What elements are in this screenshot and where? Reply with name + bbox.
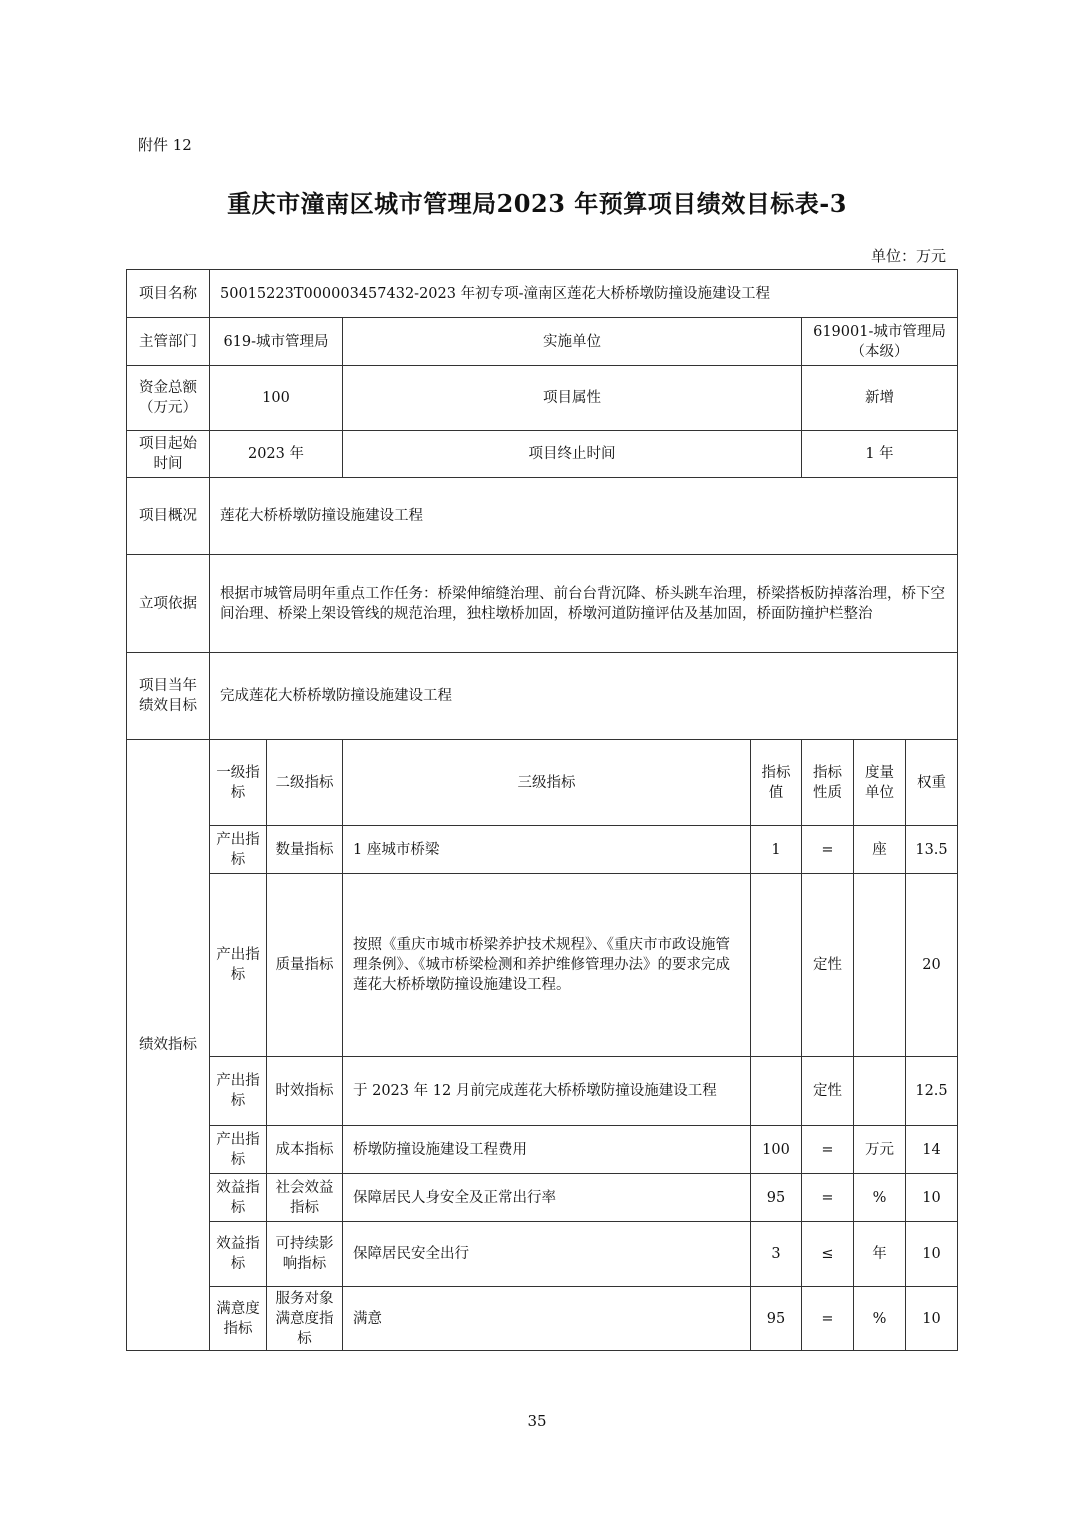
row-value [751,1057,802,1126]
fund-value: 100 [210,366,343,431]
unit-label: 单位：万元 [870,247,946,265]
header-level1: 一级指标 [210,740,267,826]
row-value: 95 [751,1174,802,1222]
row-nature: = [802,1287,854,1351]
table-row [127,1287,958,1351]
header-level3: 三级指标 [343,740,751,826]
row-weight: 13.5 [906,826,958,874]
row-level1: 产出指标 [210,826,267,874]
row-level1: 效益指标 [210,1174,267,1222]
row-level1: 满意度指标 [210,1287,267,1351]
row-weight: 14 [906,1126,958,1174]
row-value: 1 [751,826,802,874]
attachment-label: 附件 12 [138,136,192,154]
header-unit: 度量单位 [854,740,906,826]
page-title: 重庆市潼南区城市管理局2023 年预算项目绩效目标表-3 [227,189,847,218]
row-value: 95 [751,1287,802,1351]
row-weight: 10 [906,1287,958,1351]
basis-value: 根据市城管局明年重点工作任务：桥梁伸缩缝治理、前台台背沉降、桥头跳车治理，桥梁搭板防掉落治理，桥下空间治理、桥梁上架设管线的规范治理，独柱墩桥加固，桥墩河道防撞评估及基加固，桥面防撞护栏整治 [210,555,958,653]
row-weight: 12.5 [906,1057,958,1126]
row-level1: 产出指标 [210,1057,267,1126]
dept-value: 619-城市管理局 [210,318,343,366]
dept-label: 主管部门 [127,318,210,366]
row-level1: 产出指标 [210,874,267,1057]
row-nature: = [802,1126,854,1174]
row-value: 100 [751,1126,802,1174]
row-level3: 于 2023 年 12 月前完成莲花大桥桥墩防撞设施建设工程 [343,1057,751,1126]
header-value: 指标值 [751,740,802,826]
row-nature: 定性 [802,874,854,1057]
performance-table [126,269,958,1351]
performance-section-label: 绩效指标 [127,740,210,1351]
fund-label: 资金总额（万元） [127,366,210,431]
row-value: 3 [751,1222,802,1287]
header-level2: 二级指标 [267,740,343,826]
row-level2: 服务对象满意度指标 [267,1287,343,1351]
row-unit [854,874,906,1057]
impl-value: 619001-城市管理局（本级） [802,318,958,366]
table-row [127,874,958,1057]
row-level2: 社会效益指标 [267,1174,343,1222]
row-level2: 时效指标 [267,1057,343,1126]
table-row [127,1126,958,1174]
start-value: 2023 年 [210,431,343,478]
overview-label: 项目概况 [127,478,210,555]
row-unit: 座 [854,826,906,874]
table-row [127,826,958,874]
row-value [751,874,802,1057]
row-nature: = [802,826,854,874]
overview-value: 莲花大桥桥墩防撞设施建设工程 [210,478,958,555]
table-row [127,1174,958,1222]
project-name-value: 50015223T000003457432-2023 年初专项-潼南区莲花大桥桥墩防撞设施建设工程 [210,270,958,318]
table-row [127,1057,958,1126]
row-level2: 质量指标 [267,874,343,1057]
row-level3: 满意 [343,1287,751,1351]
row-unit: 年 [854,1222,906,1287]
row-level3: 按照《重庆市城市桥梁养护技术规程》、《重庆市市政设施管理条例》、《城市桥梁检测和养护维修管理办法》的要求完成莲花大桥桥墩防撞设施建设工程。 [343,874,751,1057]
row-level2: 成本指标 [267,1126,343,1174]
row-weight: 20 [906,874,958,1057]
row-unit: % [854,1287,906,1351]
row-weight: 10 [906,1222,958,1287]
attr-value: 新增 [802,366,958,431]
page-number: 35 [527,1412,547,1430]
goal-label: 项目当年绩效目标 [127,653,210,740]
row-level2: 数量指标 [267,826,343,874]
start-label: 项目起始时间 [127,431,210,478]
row-unit: % [854,1174,906,1222]
goal-value: 完成莲花大桥桥墩防撞设施建设工程 [210,653,958,740]
row-nature: = [802,1174,854,1222]
project-name-label: 项目名称 [127,270,210,318]
row-weight: 10 [906,1174,958,1222]
row-unit [854,1057,906,1126]
row-level2: 可持续影响指标 [267,1222,343,1287]
row-unit: 万元 [854,1126,906,1174]
row-level3: 1 座城市桥梁 [343,826,751,874]
row-nature: ≤ [802,1222,854,1287]
row-level3: 保障居民人身安全及正常出行率 [343,1174,751,1222]
basis-label: 立项依据 [127,555,210,653]
end-label: 项目终止时间 [343,431,802,478]
table-row [127,1222,958,1287]
header-weight: 权重 [906,740,958,826]
row-level3: 桥墩防撞设施建设工程费用 [343,1126,751,1174]
attr-label: 项目属性 [343,366,802,431]
end-value: 1 年 [802,431,958,478]
row-level1: 产出指标 [210,1126,267,1174]
row-level1: 效益指标 [210,1222,267,1287]
row-nature: 定性 [802,1057,854,1126]
impl-label: 实施单位 [343,318,802,366]
row-level3: 保障居民安全出行 [343,1222,751,1287]
header-nature: 指标性质 [802,740,854,826]
